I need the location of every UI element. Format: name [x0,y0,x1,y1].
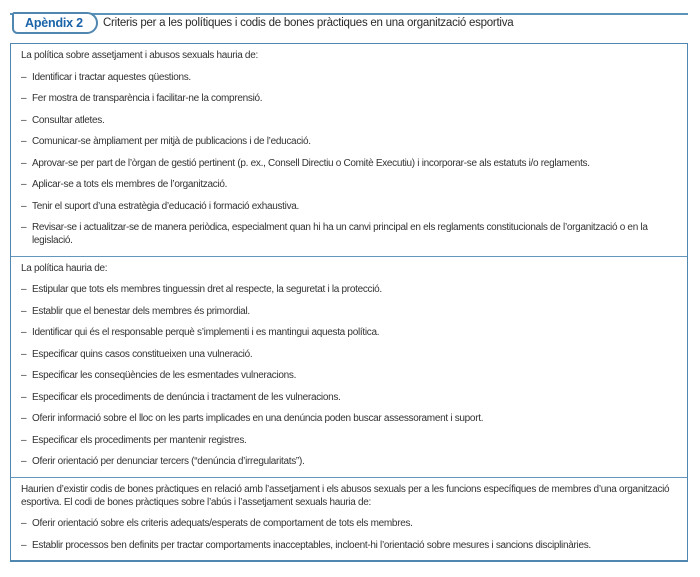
dash-bullet-icon: – [21,391,27,403]
list-item [21,283,677,296]
appendix-title: Criteris per a les polítiques i codis de bones pràctiques en una organització esportiva [103,17,514,29]
list-item-text: Aprovar-se per part de l’òrgan de gestió pertinent (p. ex., Consell Directiu o Comitè Executiu) i incorporar-se als estatuts i/o reglaments. [32,157,590,169]
dash-bullet-icon: – [21,348,27,360]
dash-bullet-icon: – [21,305,27,317]
dash-bullet-icon: – [21,222,27,233]
section-policy-general [11,44,687,247]
section-code-of-practice [11,477,687,552]
section-intro: La política hauria de: [21,262,108,274]
list-item-text: Consultar atletes. [32,114,105,126]
list-item-text: Identificar qui és el responsable perquè s’implementi i es mantingui aquesta política. [32,327,380,338]
dash-bullet-icon: – [21,518,27,529]
header-rule [10,13,688,15]
dash-bullet-icon: – [21,413,27,424]
dash-bullet-icon: – [21,114,27,126]
dash-bullet-icon: – [21,179,27,190]
appendix-label-tab [12,12,98,34]
dash-bullet-icon: – [21,456,27,467]
list-item [21,369,677,382]
list-item [21,305,677,318]
list-item [21,455,677,468]
dash-bullet-icon: – [21,93,27,104]
dash-bullet-icon: – [21,539,27,551]
dash-bullet-icon: – [21,200,27,212]
dash-bullet-icon: – [21,284,27,295]
list-item-text: Estipular que tots els membres tinguessin dret al respecte, la seguretat i la protecció. [32,284,382,295]
list-item-text: Oferir orientació sobre els criteris adequats/esperats de comportament de tots els membres. [32,518,413,529]
list-item [21,434,677,447]
list-item-text: Tenir el suport d’una estratègia d’educació i formació exhaustiva. [32,200,300,212]
list-item [21,135,677,148]
list-item-text: Especificar quins casos constitueixen una vulneració. [32,348,253,360]
appendix-label: Apèndix 2 [25,15,83,30]
list-item [21,539,677,552]
dash-bullet-icon: – [21,71,27,83]
list-item [21,221,677,247]
dash-bullet-icon: – [21,327,27,338]
list-item [21,92,677,105]
list-item [21,412,677,425]
list-item-text: Revisar-se i actualitzar-se de manera periòdica, especialment quan hi ha un canvi principal en els reglaments constitucionals de l’organització o en la legislació. [32,222,648,246]
list-item-text: Oferir orientació per denunciar tercers (“denúncia d’irregularitats”). [32,456,305,467]
list-item [21,114,677,127]
dash-bullet-icon: – [21,370,27,381]
section-intro: Haurien d’existir codis de bones pràctiques en relació amb l’assetjament i els abusos sexuals per a les funcions específiques de membres d’una organització esportiva. El codi de bones pràctiques sobre l’abús i l’assetjament sexuals hauria de: [21,483,670,508]
section-policy-content [11,256,687,469]
list-item-text: Especificar els procediments per mantenir registres. [32,434,247,446]
list-item-text: Fer mostra de transparència i facilitar-ne la comprensió. [32,93,263,104]
list-item-text: Comunicar-se àmpliament per mitjà de publicacions i de l’educació. [32,136,311,147]
dash-bullet-icon: – [21,157,27,169]
list-item-text: Aplicar-se a tots els membres de l’organització. [32,179,228,190]
list-item-text: Especificar els procediments de denúncia i tractament de les vulneracions. [32,391,341,403]
list-item [21,200,677,213]
section-intro: La política sobre assetjament i abusos sexuals hauria de: [21,50,258,61]
dash-bullet-icon: – [21,434,27,446]
list-item [21,71,677,84]
criteria-table [10,43,688,562]
list-item [21,326,677,339]
list-item-text: Especificar les conseqüències de les esmentades vulneracions. [32,370,297,381]
list-item-text: Oferir informació sobre el lloc on les parts implicades en una denúncia poden buscar assessorament i suport. [32,413,484,424]
list-item-text: Establir que el benestar dels membres és primordial. [32,305,250,317]
list-item [21,391,677,404]
list-item [21,348,677,361]
list-item-text: Establir processos ben definits per tractar comportaments inacceptables, incloent-hi l’orientació sobre mesures i sancions disciplinàries. [32,539,591,551]
list-item [21,517,677,530]
list-item [21,178,677,191]
list-item-text: Identificar i tractar aquestes qüestions. [32,71,191,83]
list-item [21,157,677,170]
dash-bullet-icon: – [21,136,27,147]
